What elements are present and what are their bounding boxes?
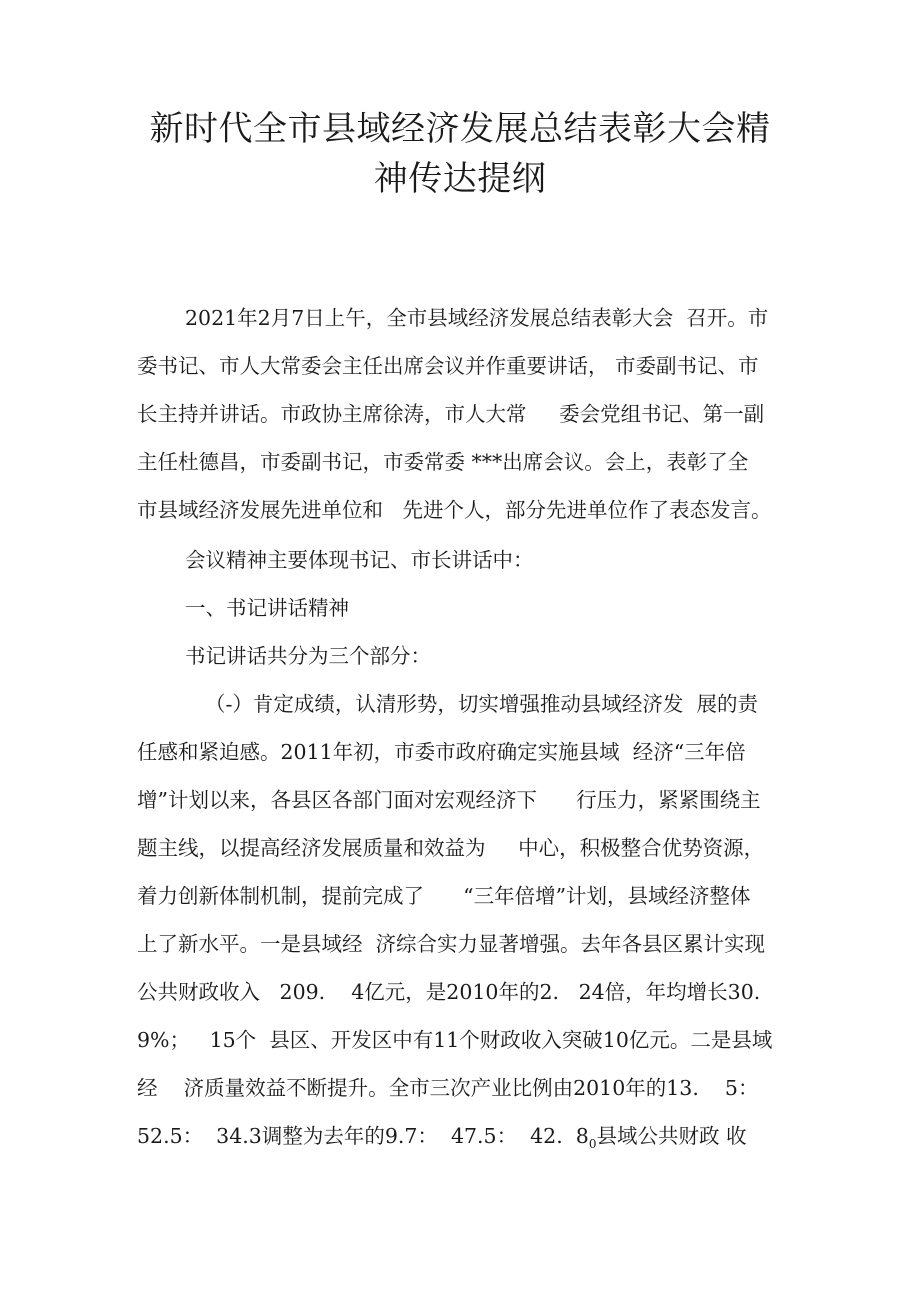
body-text-line-last bbox=[137, 1121, 746, 1151]
body-text-line: 市县域经济发展先进单位和 先进个人，部分先进单位作了表态发言。 bbox=[137, 498, 772, 522]
body-text-line: 经 济质量效益不断提升。全市三次产业比例由2010年的13. 5： bbox=[137, 1076, 759, 1100]
section-heading: 一、书记讲话精神 bbox=[185, 596, 349, 620]
body-text-line: 公共财政收入 209. 4亿元，是2010年的2. 24倍，年均增长30. bbox=[137, 980, 761, 1004]
body-text-line: 委书记、市人大常委会主任出席会议并作重要讲话， 市委副书记、市 bbox=[137, 354, 759, 378]
body-text-line: 书记讲话共分为三个部分： bbox=[185, 644, 431, 668]
body-text-line: 主任杜德昌，市委副书记，市委常委 ***出席会议。会上，表彰了全 bbox=[137, 450, 749, 474]
body-text-line: 2021年2月7日上午，全市县域经济发展总结表彰大会 召开。市 bbox=[185, 306, 769, 330]
body-text-line: 会议精神主要体现书记、市长讲话中： bbox=[185, 548, 534, 572]
body-text-line: 任感和紧迫感。2011年初，市委市政府确定实施县域 经济“三年倍 bbox=[137, 740, 746, 764]
body-text-line: 增”计划以来，各县区各部门面对宏观经济下 行压力，紧紧围绕主 bbox=[137, 788, 761, 812]
body-text-line: 题主线，以提高经济发展质量和效益为 中心，积极整合优势资源， bbox=[137, 836, 765, 860]
last-line-tail: 县域公共财政 收 bbox=[596, 1124, 747, 1148]
subsection-heading-line: （-）肯定成绩，认清形势，切实增强推动县域经济发 展的责 bbox=[205, 692, 758, 716]
last-line-main: 52.5： 34.3调整为去年的9.7： 47.5： 42. 8 bbox=[137, 1124, 589, 1148]
body-text-line: 上了新水平。一是县域经 济综合实力显著增强。去年各县区累计实现 bbox=[137, 932, 766, 956]
document-title-line-1: 新时代全市县域经济发展总结表彰大会精 bbox=[149, 109, 771, 149]
body-text-line: 长主持并讲话。市政协主席徐涛，市人大常 委会党组书记、第一副 bbox=[137, 402, 765, 426]
document-title-line-2: 神传达提纲 bbox=[373, 159, 547, 199]
last-line-subscript: 0 bbox=[588, 1137, 597, 1151]
body-text-line: 9%； 15个 县区、开发区中有11个财政收入突破10亿元。二是县域 bbox=[137, 1028, 773, 1052]
body-text-line: 着力创新体制机制，提前完成了 “三年倍增”计划，县域经济整体 bbox=[137, 884, 751, 908]
